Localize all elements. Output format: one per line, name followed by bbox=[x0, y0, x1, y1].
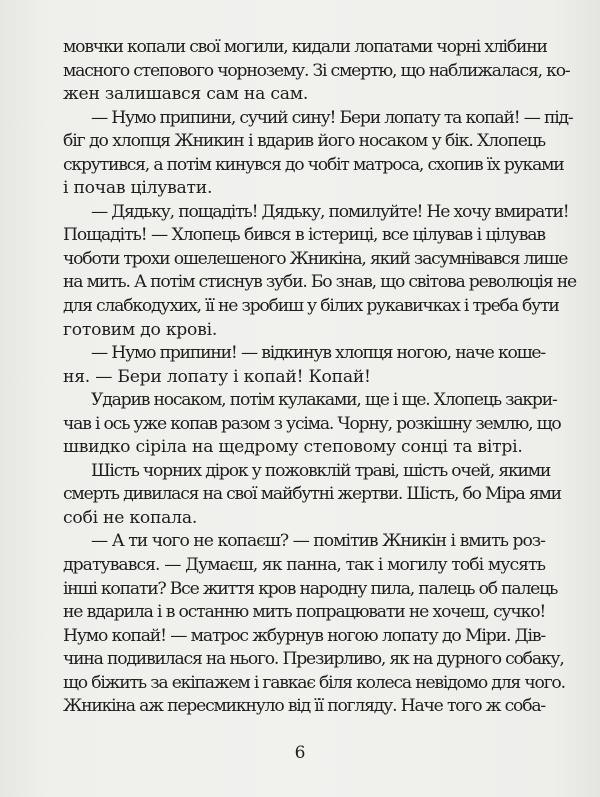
text-line: — А ти чого не копаєш? — помітив Жникін і вмить роз- bbox=[91, 531, 545, 552]
text-line: не вдарила і в останню мить попрацювати не хочеш, сучко! bbox=[63, 602, 546, 623]
text-line: — Нумо припини, сучий сину! Бери лопату та копай! — під- bbox=[91, 107, 573, 128]
text-line: дратувався. — Думаєш, як панна, так і могилу тобі мусять bbox=[63, 555, 545, 576]
text-line: чина подивилася на нього. Презирливо, як на дурного собаку, bbox=[63, 649, 564, 670]
body-text bbox=[63, 36, 576, 719]
text-line: собі не копала. bbox=[63, 507, 198, 528]
text-line: швидко сіріла на щедрому степовому сонці та вітрі. bbox=[63, 437, 523, 458]
text-line: чав і ось уже копав разом з усіма. Чорну, розкішну землю, що bbox=[63, 413, 561, 434]
text-line: скрутився, а потім кинувся до чобіт матроса, схопив їх руками bbox=[63, 154, 564, 175]
text-line: готовим до крові. bbox=[63, 319, 218, 340]
text-line: Шість чорних дірок у пожовклій траві, шість очей, якими bbox=[91, 460, 551, 481]
text-line: ня. — Бери лопату і копай! Копай! bbox=[63, 366, 371, 387]
text-line: що біжить за екіпажем і гавкає біля колеса невідомо для чого. bbox=[63, 672, 565, 693]
text-line: мовчки копали свої могили, кидали лопатами чорні хлібини bbox=[63, 37, 547, 57]
text-line: смерть дивилася на свої майбутні жертви. Шість, бо Міра ями bbox=[63, 484, 561, 505]
text-line: — Нумо припини! — відкинув хлопця ногою, наче коше- bbox=[91, 343, 545, 364]
page-number: 6 bbox=[294, 743, 306, 763]
text-line: для слабкодухих, її не зробиш у білих рукавичках і треба бути bbox=[63, 296, 559, 317]
text-line: — Дядьку, пощадіть! Дядьку, помилуйте! Не хочу вмирати! bbox=[91, 201, 569, 222]
text-line: Ударив носаком, потім кулаками, ще і ще. Хлопець закри- bbox=[91, 390, 557, 411]
text-line: Пощадіть! — Хлопець бився в істериці, все цілував і цілував bbox=[63, 225, 545, 246]
text-line: біг до хлопця Жникин і вдарив його носаком у бік. Хлопець bbox=[63, 131, 545, 152]
text-line: інші копати? Все життя кров народну пила, палець об палець bbox=[63, 578, 558, 599]
text-line: масного степового чорнозему. Зі смертю, що наближалася, ко- bbox=[63, 60, 570, 81]
text-line: Нумо копай! — матрос жбурнув ногою лопату до Міри. Дів- bbox=[63, 625, 545, 646]
text-line: Жникіна аж пересмикнуло від її погляду. Наче того ж соба- bbox=[63, 696, 545, 717]
text-line: жен залишався сам на сам. bbox=[63, 84, 309, 105]
text-line: і почав цілувати. bbox=[63, 178, 213, 199]
text-line: на мить. А потім стиснув зуби. Бо знав, що світова революція не bbox=[63, 272, 576, 293]
text-line: чоботи трохи ошелешеного Жникіна, який засумнівався лише bbox=[63, 248, 568, 269]
